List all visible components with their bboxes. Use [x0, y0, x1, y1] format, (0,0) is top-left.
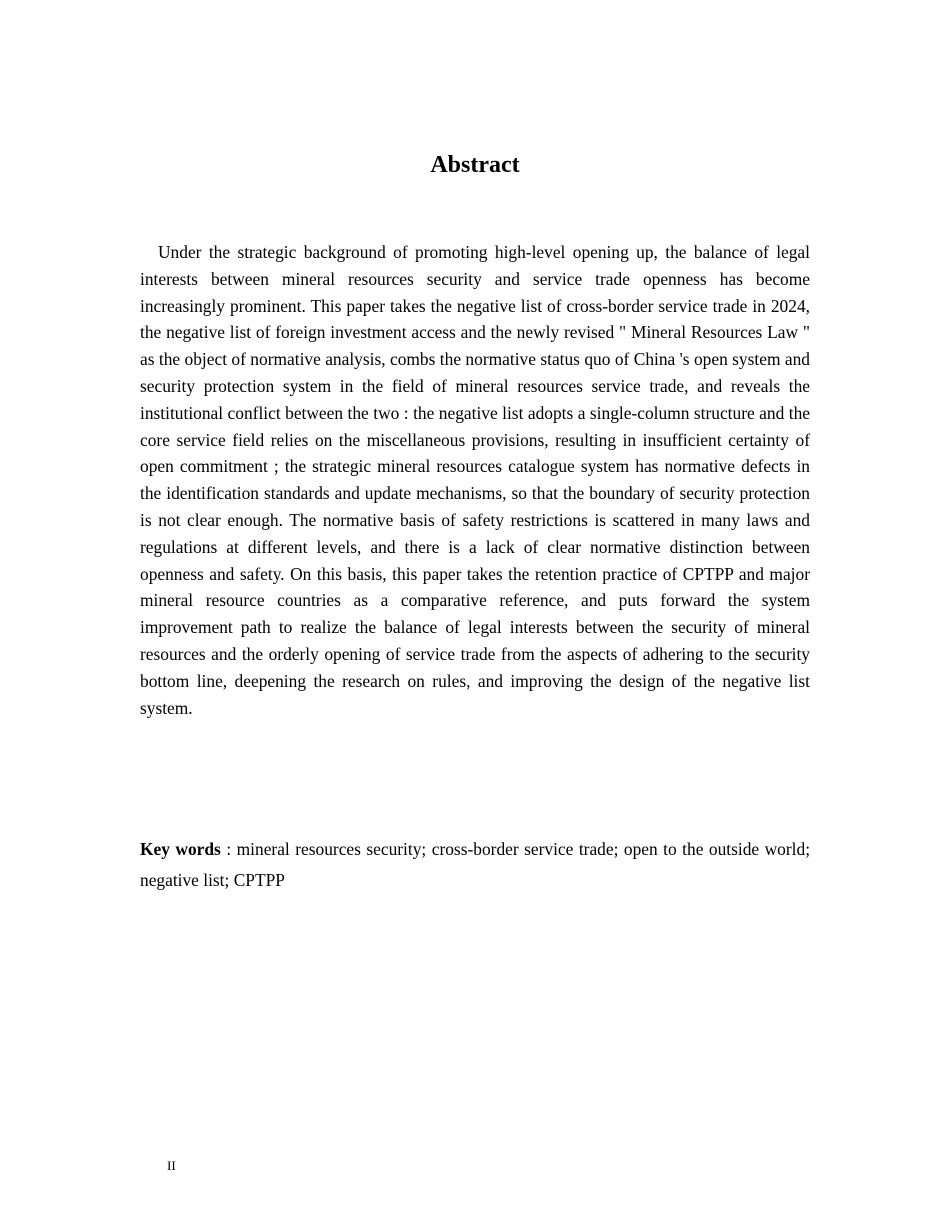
keywords-list: mineral resources security; cross-border service trade; open to the outside world; negative list; CPTPP — [140, 839, 811, 890]
keywords-separator: : — [220, 839, 237, 859]
keywords-section — [140, 834, 810, 896]
abstract-heading: Abstract — [430, 152, 520, 178]
page-number: II — [167, 1158, 176, 1173]
keywords-label: Key words — [140, 839, 221, 859]
abstract-paragraph: Under the strategic background of promoting high-level opening up, the balance of legal interests between mineral resources security and service trade openness has become increasingly prominent. This paper takes the negative list of cross-border service trade in 2024, the negative list of foreign investment access and the newly revised " Mineral Resources Law " as the object of normative analysis, combs the normative status quo of China 's open system and security protection system in the field of mineral resources service trade, and reveals the institutional conflict between the two : the negative list adopts a single-column structure and the core service field relies on the miscellaneous provisions, resulting in insufficient certainty of open commitment ; the strategic mineral resources catalogue system has normative defects in the identification standards and update mechanisms, so that the boundary of security protection is not clear enough. The normative basis of safety restrictions is scattered in many laws and regulations at different levels, and there is a lack of clear normative distinction between openness and safety. On this basis, this paper takes the retention practice of CPTPP and major mineral resource countries as a comparative reference, and puts forward the system improvement path to realize the balance of legal interests between the security of mineral resources and the orderly opening of service trade from the aspects of adhering to the security bottom line, deepening the research on rules, and improving the design of the negative list system. — [140, 242, 810, 718]
